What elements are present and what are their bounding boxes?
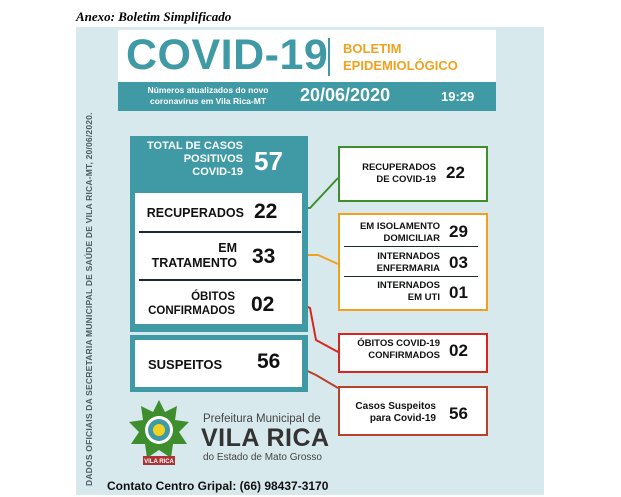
icu-line-2: EM UTI — [407, 292, 440, 303]
ward-label — [344, 251, 440, 275]
contact-info: Contato Centro Gripal: (66) 98437-3170 — [107, 479, 329, 493]
deaths-detail-line-2: CONFIRMADOS — [368, 350, 440, 361]
divider-2 — [139, 279, 301, 281]
deaths-label-line-2: CONFIRMADOS — [148, 305, 235, 317]
logo-line-1: Prefeitura Municipal de — [203, 413, 321, 425]
recovered-detail-line-1: RECUPERADOS — [362, 162, 436, 173]
source-vertical-text: DADOS OFICIAIS DA SECRETARIA MUNICIPAL DE SAÚDE DE VILA RICA-MT, 20/06/2020. — [84, 112, 94, 486]
total-value: 57 — [254, 146, 283, 176]
seal-text: VILA RICA — [144, 459, 174, 465]
deaths-label — [139, 290, 235, 318]
deaths-value: 02 — [251, 293, 275, 316]
isolation-line-1: EM ISOLAMENTO — [359, 221, 440, 232]
recovered-detail-line-2: DE COVID-19 — [376, 174, 436, 185]
isolation-value: 29 — [449, 222, 468, 241]
treatment-label — [139, 241, 237, 271]
deaths-detail-value: 02 — [449, 341, 468, 360]
deaths-detail-label — [344, 338, 440, 362]
icu-value: 01 — [449, 283, 468, 302]
suspects-detail-line-1: Casos Suspeitos — [355, 401, 436, 412]
logo-line-3: do Estado de Mato Grosso — [203, 452, 322, 463]
suspects-label: SUSPEITOS — [148, 357, 223, 372]
ward-line-2: ENFERMARIA — [376, 263, 440, 274]
treatment-label-line-2: TRATAMENTO — [151, 256, 237, 270]
recovered-label: RECUPERADOS — [146, 206, 244, 220]
deaths-label-line-1: ÓBITOS — [191, 291, 235, 303]
total-label-line-1: TOTAL DE CASOS — [147, 140, 243, 152]
header-title: COVID-19 — [126, 31, 329, 79]
update-note-line-2: coronavírus em Vila Rica-MT — [149, 96, 267, 106]
icu-label — [344, 280, 440, 304]
suspects-detail-line-2: para Covid-19 — [369, 413, 436, 424]
city-seal-icon — [125, 398, 193, 472]
divider-1 — [139, 231, 301, 233]
suspects-detail-label — [344, 401, 436, 425]
suspects-detail-value: 56 — [449, 404, 468, 423]
caption: Anexo: Boletim Simplificado — [76, 9, 232, 24]
ward-line-1: INTERNADOS — [377, 251, 440, 262]
isolation-line-2: DOMICILIAR — [383, 233, 440, 244]
recovered-detail-value: 22 — [446, 163, 465, 182]
detail-divider-1 — [344, 246, 478, 247]
detail-divider-2 — [344, 276, 478, 277]
logo-line-2: VILA RICA — [201, 424, 330, 452]
total-label — [139, 140, 243, 179]
recovered-value: 22 — [254, 200, 278, 223]
bulletin-time: 19:29 — [441, 89, 475, 104]
icu-line-1: INTERNADOS — [377, 280, 440, 291]
update-note-line-1: Números atualizados do novo — [147, 85, 269, 95]
total-label-line-2: POSITIVOS — [183, 153, 243, 165]
connector-treatment — [303, 255, 338, 264]
total-label-line-3: COVID-19 — [192, 166, 243, 178]
recovered-detail-label — [344, 162, 436, 186]
deaths-detail-line-1: ÓBITOS COVID-19 — [357, 338, 440, 349]
suspects-value: 56 — [257, 350, 281, 373]
subtitle-line-1: BOLETIM — [343, 41, 402, 56]
isolation-label — [344, 221, 440, 245]
ward-value: 03 — [449, 253, 468, 272]
subtitle-line-2: EPIDEMIOLÓGICO — [343, 58, 458, 73]
treatment-label-line-1: EM — [218, 241, 237, 255]
treatment-value: 33 — [252, 245, 276, 268]
bulletin-date: 20/06/2020 — [300, 85, 391, 105]
